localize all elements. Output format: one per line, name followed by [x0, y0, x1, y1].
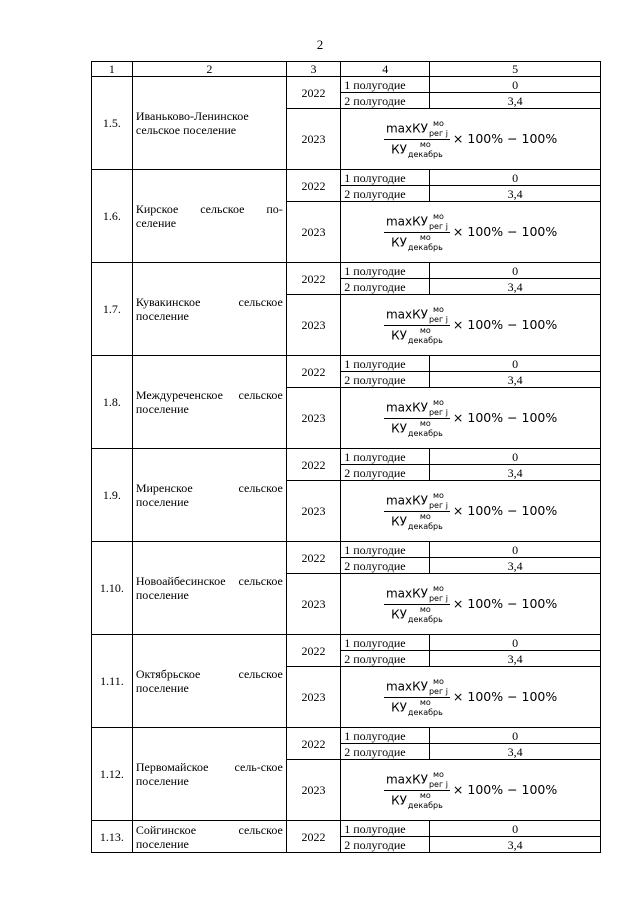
- period-label: 2 полугодие: [341, 558, 430, 574]
- formula-den-base: КУ: [391, 607, 407, 621]
- period-value: 0: [430, 449, 601, 465]
- period-value: 3,4: [430, 372, 601, 388]
- settlement-name: [132, 728, 286, 821]
- year-cell: 2023: [286, 481, 340, 542]
- period-label: 1 полугодие: [341, 821, 430, 837]
- settlements-table: [91, 61, 601, 853]
- settlement-name-text: Миренское сельское поселение: [135, 481, 283, 509]
- period-label: 1 полугодие: [341, 77, 430, 93]
- formula: [384, 118, 558, 159]
- formula-numerator: [384, 397, 450, 419]
- formula-numerator: [384, 211, 450, 233]
- year-cell: 2022: [286, 77, 340, 109]
- table-row: [92, 635, 601, 651]
- formula-num-sup: мо: [432, 304, 444, 314]
- settlement-name-text: Новоайбесинское сельское поселение: [135, 574, 283, 602]
- formula-num-sub: рег j: [428, 407, 448, 417]
- formula-numerator: [384, 583, 450, 605]
- formula-fraction: [384, 583, 450, 624]
- formula-num-base: maxКУ: [385, 307, 428, 321]
- formula-fraction: [384, 676, 450, 717]
- table-header-row: [92, 62, 601, 77]
- formula-tail: × 100% − 100%: [452, 130, 558, 146]
- formula-num-scripts: [428, 490, 448, 510]
- formula-numerator: [384, 490, 450, 512]
- header-col-1: 1: [92, 62, 133, 77]
- formula-num-sup: мо: [432, 583, 444, 593]
- period-value: 3,4: [430, 93, 601, 109]
- formula-denominator: [389, 140, 445, 158]
- formula-den-base: КУ: [391, 793, 407, 807]
- settlement-name-text: Сойгинское сельское поселение: [135, 822, 283, 851]
- formula-num-sup: мо: [432, 118, 444, 128]
- period-value: 0: [430, 170, 601, 186]
- formula-den-sup: мо: [419, 325, 431, 335]
- formula: [384, 583, 558, 624]
- formula-tail: × 100% − 100%: [452, 502, 558, 518]
- header-col-4: 4: [341, 62, 430, 77]
- formula-num-sup: мо: [432, 676, 444, 686]
- period-value: 3,4: [430, 651, 601, 667]
- year-cell: 2023: [286, 202, 340, 263]
- period-value: 0: [430, 77, 601, 93]
- formula-fraction: [384, 304, 450, 345]
- period-label: 2 полугодие: [341, 744, 430, 760]
- formula-cell: [341, 202, 601, 263]
- formula-cell: [341, 109, 601, 170]
- formula-num-base: maxКУ: [385, 214, 428, 228]
- row-number: 1.10.: [92, 542, 133, 635]
- page-number: 2: [316, 37, 324, 52]
- formula-fraction: [384, 118, 450, 159]
- formula-tail: × 100% − 100%: [452, 316, 558, 332]
- formula-numerator: [384, 304, 450, 326]
- period-value: 0: [430, 263, 601, 279]
- formula-num-sub: рег j: [428, 686, 448, 696]
- formula-tail: × 100% − 100%: [452, 781, 558, 797]
- formula-den-scripts: [407, 790, 443, 810]
- formula-den-sub: декабрь: [407, 614, 443, 624]
- period-label: 1 полугодие: [341, 542, 430, 558]
- row-number: 1.7.: [92, 263, 133, 356]
- settlement-name-text: Иваньково-Ленинское сельское поселение: [135, 109, 249, 137]
- table-row: [92, 356, 601, 372]
- row-number: 1.5.: [92, 77, 133, 170]
- period-label: 2 полугодие: [341, 837, 430, 853]
- formula-den-sub: декабрь: [407, 800, 443, 810]
- formula: [384, 676, 558, 717]
- settlement-name-text: Междуреченское сельское поселение: [135, 388, 283, 416]
- formula: [384, 211, 558, 252]
- formula-den-base: КУ: [391, 142, 407, 156]
- period-label: 2 полугодие: [341, 372, 430, 388]
- formula-cell: [341, 388, 601, 449]
- period-value: 0: [430, 728, 601, 744]
- formula-den-base: КУ: [391, 514, 407, 528]
- period-value: 3,4: [430, 465, 601, 481]
- formula-num-sup: мо: [432, 769, 444, 779]
- table-row: [92, 728, 601, 744]
- formula-den-base: КУ: [391, 235, 407, 249]
- year-cell: 2022: [286, 635, 340, 667]
- formula-num-sub: рег j: [428, 221, 448, 231]
- formula-num-base: maxКУ: [385, 400, 428, 414]
- settlement-name: [132, 263, 286, 356]
- formula-den-sup: мо: [419, 418, 431, 428]
- formula-den-scripts: [407, 232, 443, 252]
- formula-denominator: [389, 326, 445, 344]
- formula-den-sub: декабрь: [407, 428, 443, 438]
- formula-den-sup: мо: [419, 139, 431, 149]
- formula-denominator: [389, 698, 445, 716]
- formula-num-scripts: [428, 397, 448, 417]
- period-label: 1 полугодие: [341, 356, 430, 372]
- formula-den-base: КУ: [391, 328, 407, 342]
- row-number: 1.13.: [92, 821, 133, 853]
- formula-num-sup: мо: [432, 211, 444, 221]
- formula-den-sup: мо: [419, 697, 431, 707]
- formula-denominator: [389, 512, 445, 530]
- table-row: [92, 263, 601, 279]
- formula-cell: [341, 295, 601, 356]
- formula-denominator: [389, 605, 445, 623]
- formula: [384, 490, 558, 531]
- formula-num-base: maxКУ: [385, 586, 428, 600]
- formula-den-sub: декабрь: [407, 707, 443, 717]
- settlement-name-text: Кирское сельское по-селение: [135, 202, 283, 230]
- formula-den-scripts: [407, 511, 443, 531]
- formula-den-sub: декабрь: [407, 335, 443, 345]
- year-cell: 2023: [286, 295, 340, 356]
- period-label: 1 полугодие: [341, 170, 430, 186]
- period-label: 2 полугодие: [341, 186, 430, 202]
- year-cell: 2022: [286, 728, 340, 760]
- formula: [384, 397, 558, 438]
- formula-den-scripts: [407, 604, 443, 624]
- period-value: 0: [430, 821, 601, 837]
- formula-den-scripts: [407, 418, 443, 438]
- period-label: 2 полугодие: [341, 93, 430, 109]
- formula: [384, 304, 558, 345]
- formula-den-base: КУ: [391, 700, 407, 714]
- row-number: 1.11.: [92, 635, 133, 728]
- year-cell: 2022: [286, 170, 340, 202]
- formula-den-sub: декабрь: [407, 521, 443, 531]
- period-value: 0: [430, 635, 601, 651]
- formula: [384, 769, 558, 810]
- formula-tail: × 100% − 100%: [452, 595, 558, 611]
- formula-num-sub: рег j: [428, 128, 448, 138]
- formula-num-sub: рег j: [428, 314, 448, 324]
- formula-den-sup: мо: [419, 232, 431, 242]
- formula-num-base: maxКУ: [385, 493, 428, 507]
- formula-den-sup: мо: [419, 511, 431, 521]
- formula-den-scripts: [407, 139, 443, 159]
- formula-num-sub: рег j: [428, 593, 448, 603]
- formula-den-sub: декабрь: [407, 149, 443, 159]
- settlement-name: [132, 821, 286, 853]
- settlement-name-text: Первомайское сель-ское поселение: [135, 760, 283, 788]
- year-cell: 2023: [286, 574, 340, 635]
- formula-numerator: [384, 118, 450, 140]
- year-cell: 2023: [286, 388, 340, 449]
- row-number: 1.8.: [92, 356, 133, 449]
- settlement-name: [132, 356, 286, 449]
- year-cell: 2022: [286, 542, 340, 574]
- formula-tail: × 100% − 100%: [452, 688, 558, 704]
- formula-denominator: [389, 419, 445, 437]
- year-cell: 2022: [286, 449, 340, 481]
- table-row: [92, 170, 601, 186]
- formula-num-sub: рег j: [428, 779, 448, 789]
- header-col-2: 2: [132, 62, 286, 77]
- formula-fraction: [384, 769, 450, 810]
- period-label: 1 полугодие: [341, 449, 430, 465]
- settlement-name: [132, 635, 286, 728]
- formula-num-sub: рег j: [428, 500, 448, 510]
- period-label: 2 полугодие: [341, 651, 430, 667]
- period-label: 1 полугодие: [341, 728, 430, 744]
- formula-tail: × 100% − 100%: [452, 223, 558, 239]
- settlement-name-text: Кувакинское сельское поселение: [135, 295, 283, 323]
- formula-fraction: [384, 211, 450, 252]
- year-cell: 2023: [286, 109, 340, 170]
- formula-num-scripts: [428, 118, 448, 138]
- formula-numerator: [384, 769, 450, 791]
- period-label: 1 полугодие: [341, 635, 430, 651]
- formula-tail: × 100% − 100%: [452, 409, 558, 425]
- settlement-name-text: Октябрьское сельское поселение: [135, 667, 283, 695]
- formula-fraction: [384, 397, 450, 438]
- table-row: [92, 449, 601, 465]
- formula-den-scripts: [407, 325, 443, 345]
- period-value: 3,4: [430, 744, 601, 760]
- formula-den-sup: мо: [419, 790, 431, 800]
- formula-num-scripts: [428, 304, 448, 324]
- formula-fraction: [384, 490, 450, 531]
- formula-num-scripts: [428, 676, 448, 696]
- table-body: [92, 62, 601, 853]
- formula-cell: [341, 574, 601, 635]
- row-number: 1.9.: [92, 449, 133, 542]
- formula-num-scripts: [428, 211, 448, 231]
- formula-num-base: maxКУ: [385, 679, 428, 693]
- settlement-name: [132, 77, 286, 170]
- table-row: [92, 821, 601, 837]
- formula-denominator: [389, 791, 445, 809]
- settlement-name: [132, 542, 286, 635]
- formula-den-scripts: [407, 697, 443, 717]
- period-label: 2 полугодие: [341, 465, 430, 481]
- header-col-3: 3: [286, 62, 340, 77]
- settlement-name: [132, 449, 286, 542]
- row-number: 1.6.: [92, 170, 133, 263]
- year-cell: 2022: [286, 263, 340, 295]
- period-value: 0: [430, 542, 601, 558]
- period-label: 2 полугодие: [341, 279, 430, 295]
- formula-num-sup: мо: [432, 397, 444, 407]
- settlement-name: [132, 170, 286, 263]
- year-cell: 2023: [286, 667, 340, 728]
- period-value: 0: [430, 356, 601, 372]
- formula-cell: [341, 481, 601, 542]
- row-number: 1.12.: [92, 728, 133, 821]
- formula-cell: [341, 667, 601, 728]
- formula-den-sup: мо: [419, 604, 431, 614]
- period-value: 3,4: [430, 558, 601, 574]
- formula-num-sup: мо: [432, 490, 444, 500]
- year-cell: 2023: [286, 760, 340, 821]
- formula-num-scripts: [428, 769, 448, 789]
- formula-den-base: КУ: [391, 421, 407, 435]
- period-value: 3,4: [430, 186, 601, 202]
- formula-num-base: maxКУ: [385, 772, 428, 786]
- year-cell: 2022: [286, 356, 340, 388]
- formula-den-sub: декабрь: [407, 242, 443, 252]
- formula-numerator: [384, 676, 450, 698]
- table-row: [92, 542, 601, 558]
- period-label: 1 полугодие: [341, 263, 430, 279]
- table-row: [92, 77, 601, 93]
- header-col-5: 5: [430, 62, 601, 77]
- year-cell: 2022: [286, 821, 340, 853]
- formula-num-base: maxКУ: [385, 121, 428, 135]
- period-value: 3,4: [430, 837, 601, 853]
- formula-cell: [341, 760, 601, 821]
- formula-num-scripts: [428, 583, 448, 603]
- formula-denominator: [389, 233, 445, 251]
- period-value: 3,4: [430, 279, 601, 295]
